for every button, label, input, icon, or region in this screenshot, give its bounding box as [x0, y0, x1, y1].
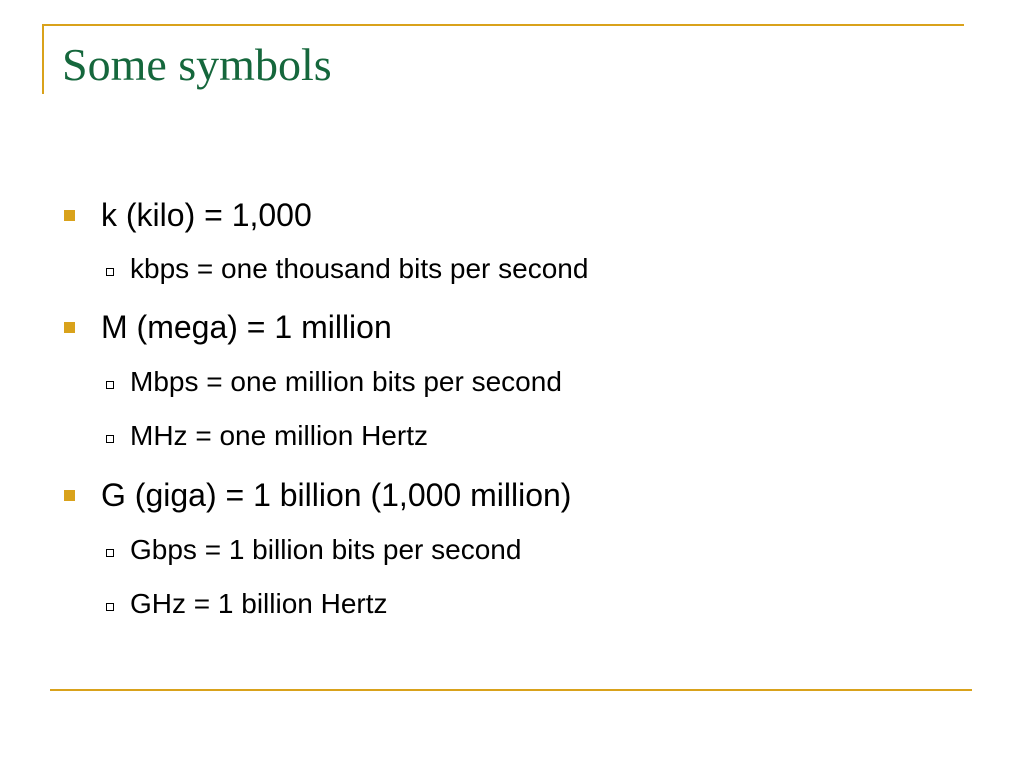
sub-bullet-text: Mbps = one million bits per second [130, 366, 562, 397]
sub-bullet-item-kbps [106, 251, 588, 287]
sub-bullet-text: MHz = one million Hertz [130, 420, 428, 451]
bullet-item-giga [64, 475, 571, 515]
sub-bullet-item-gbps [106, 532, 521, 568]
sub-bullet-text: kbps = one thousand bits per second [130, 253, 589, 284]
bullet-item-mega [64, 307, 392, 347]
sub-bullet-item-mhz [106, 418, 428, 454]
square-bullet-icon [64, 490, 75, 501]
hollow-square-bullet-icon [106, 435, 114, 443]
sub-bullet-item-ghz [106, 586, 388, 622]
hollow-square-bullet-icon [106, 268, 114, 276]
bullet-item-kilo [64, 195, 312, 235]
sub-bullet-item-mbps [106, 364, 562, 400]
sub-bullet-text: GHz = 1 billion Hertz [130, 588, 388, 619]
square-bullet-icon [64, 210, 75, 221]
hollow-square-bullet-icon [106, 381, 114, 389]
sub-bullet-text: Gbps = 1 billion bits per second [130, 534, 522, 565]
square-bullet-icon [64, 322, 75, 333]
bullet-text: G (giga) = 1 billion (1,000 million) [101, 476, 572, 513]
hollow-square-bullet-icon [106, 603, 114, 611]
bullet-text: M (mega) = 1 million [101, 308, 392, 345]
slide-title: Some symbols [62, 39, 332, 90]
hollow-square-bullet-icon [106, 549, 114, 557]
bullet-text: k (kilo) = 1,000 [101, 196, 312, 233]
